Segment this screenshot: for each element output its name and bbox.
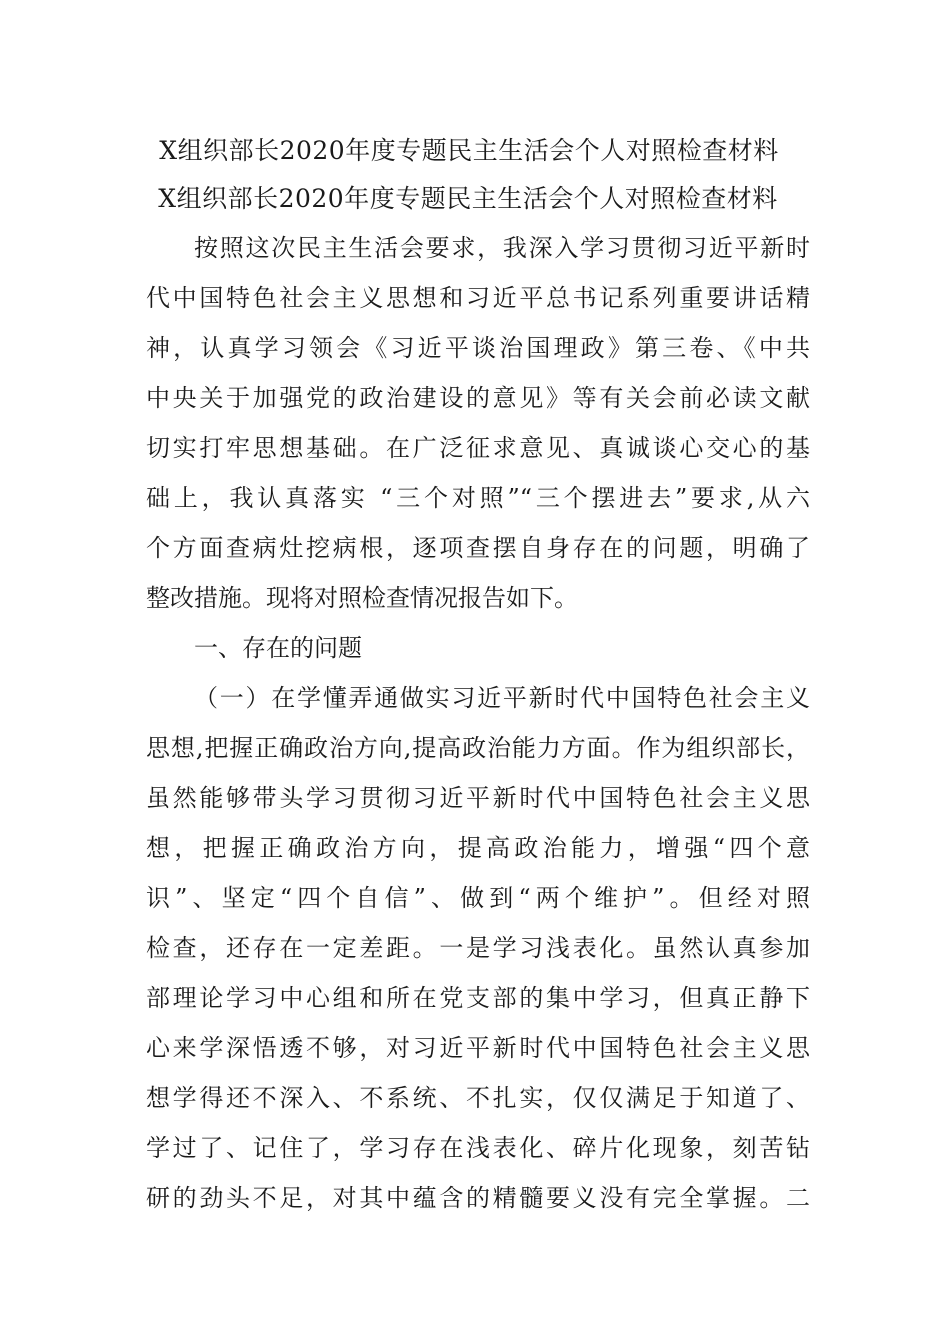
paragraph-line: 心来学深悟透不够，对习近平新时代中国特色社会主义思 <box>146 1034 810 1062</box>
paragraph-line: 础上，我认真落实 “三个对照”“三个摆进去”要求,从六 <box>146 484 810 512</box>
paragraph-line: 检查，还存在一定差距。一是学习浅表化。虽然认真参加 <box>146 934 810 962</box>
paragraph-line: 想学得还不深入、不系统、不扎实，仅仅满足于知道了、 <box>146 1084 810 1112</box>
paragraph-line: （一）在学懂弄通做实习近平新时代中国特色社会主义 <box>194 684 810 712</box>
document-title: X组织部长2020年度专题民主生活会个人对照检查材料 <box>159 136 779 165</box>
paragraph-line: 按照这次民主生活会要求，我深入学习贯彻习近平新时 <box>194 234 810 262</box>
paragraph-line: 部理论学习中心组和所在党支部的集中学习，但真正静下 <box>146 984 810 1012</box>
paragraph-line: 思想,把握正确政治方向,提高政治能力方面。作为组织部长， <box>146 734 810 762</box>
paragraph-line: 切实打牢思想基础。在广泛征求意见、真诚谈心交心的基 <box>146 434 810 462</box>
paragraph-line: 个方面查病灶挖病根，逐项查摆自身存在的问题，明确了 <box>146 534 810 562</box>
paragraph-line: 研的劲头不足，对其中蕴含的精髓要义没有完全掌握。二 <box>146 1184 810 1212</box>
paragraph-line: 中央关于加强党的政治建设的意见》等有关会前必读文献 <box>146 384 810 412</box>
paragraph-line: 想，把握正确政治方向，提高政治能力，增强“四个意 <box>146 834 810 862</box>
paragraph-line: 学过了、记住了，学习存在浅表化、碎片化现象，刻苦钻 <box>146 1134 810 1162</box>
section-heading: 一、存在的问题 <box>194 634 362 662</box>
paragraph-line: 神，认真学习领会《习近平谈治国理政》第三卷、《中共 <box>146 334 810 362</box>
paragraph-line: 代中国特色社会主义思想和习近平总书记系列重要讲话精 <box>146 284 810 312</box>
document-title-repeat: X组织部长2020年度专题民主生活会个人对照检查材料 <box>158 184 778 213</box>
paragraph-line: 识”、坚定“四个自信”、做到“两个维护”。但经对照 <box>146 884 810 912</box>
paragraph-line: 虽然能够带头学习贯彻习近平新时代中国特色社会主义思 <box>146 784 810 812</box>
paragraph-line: 整改措施。现将对照检查情况报告如下。 <box>146 584 578 612</box>
